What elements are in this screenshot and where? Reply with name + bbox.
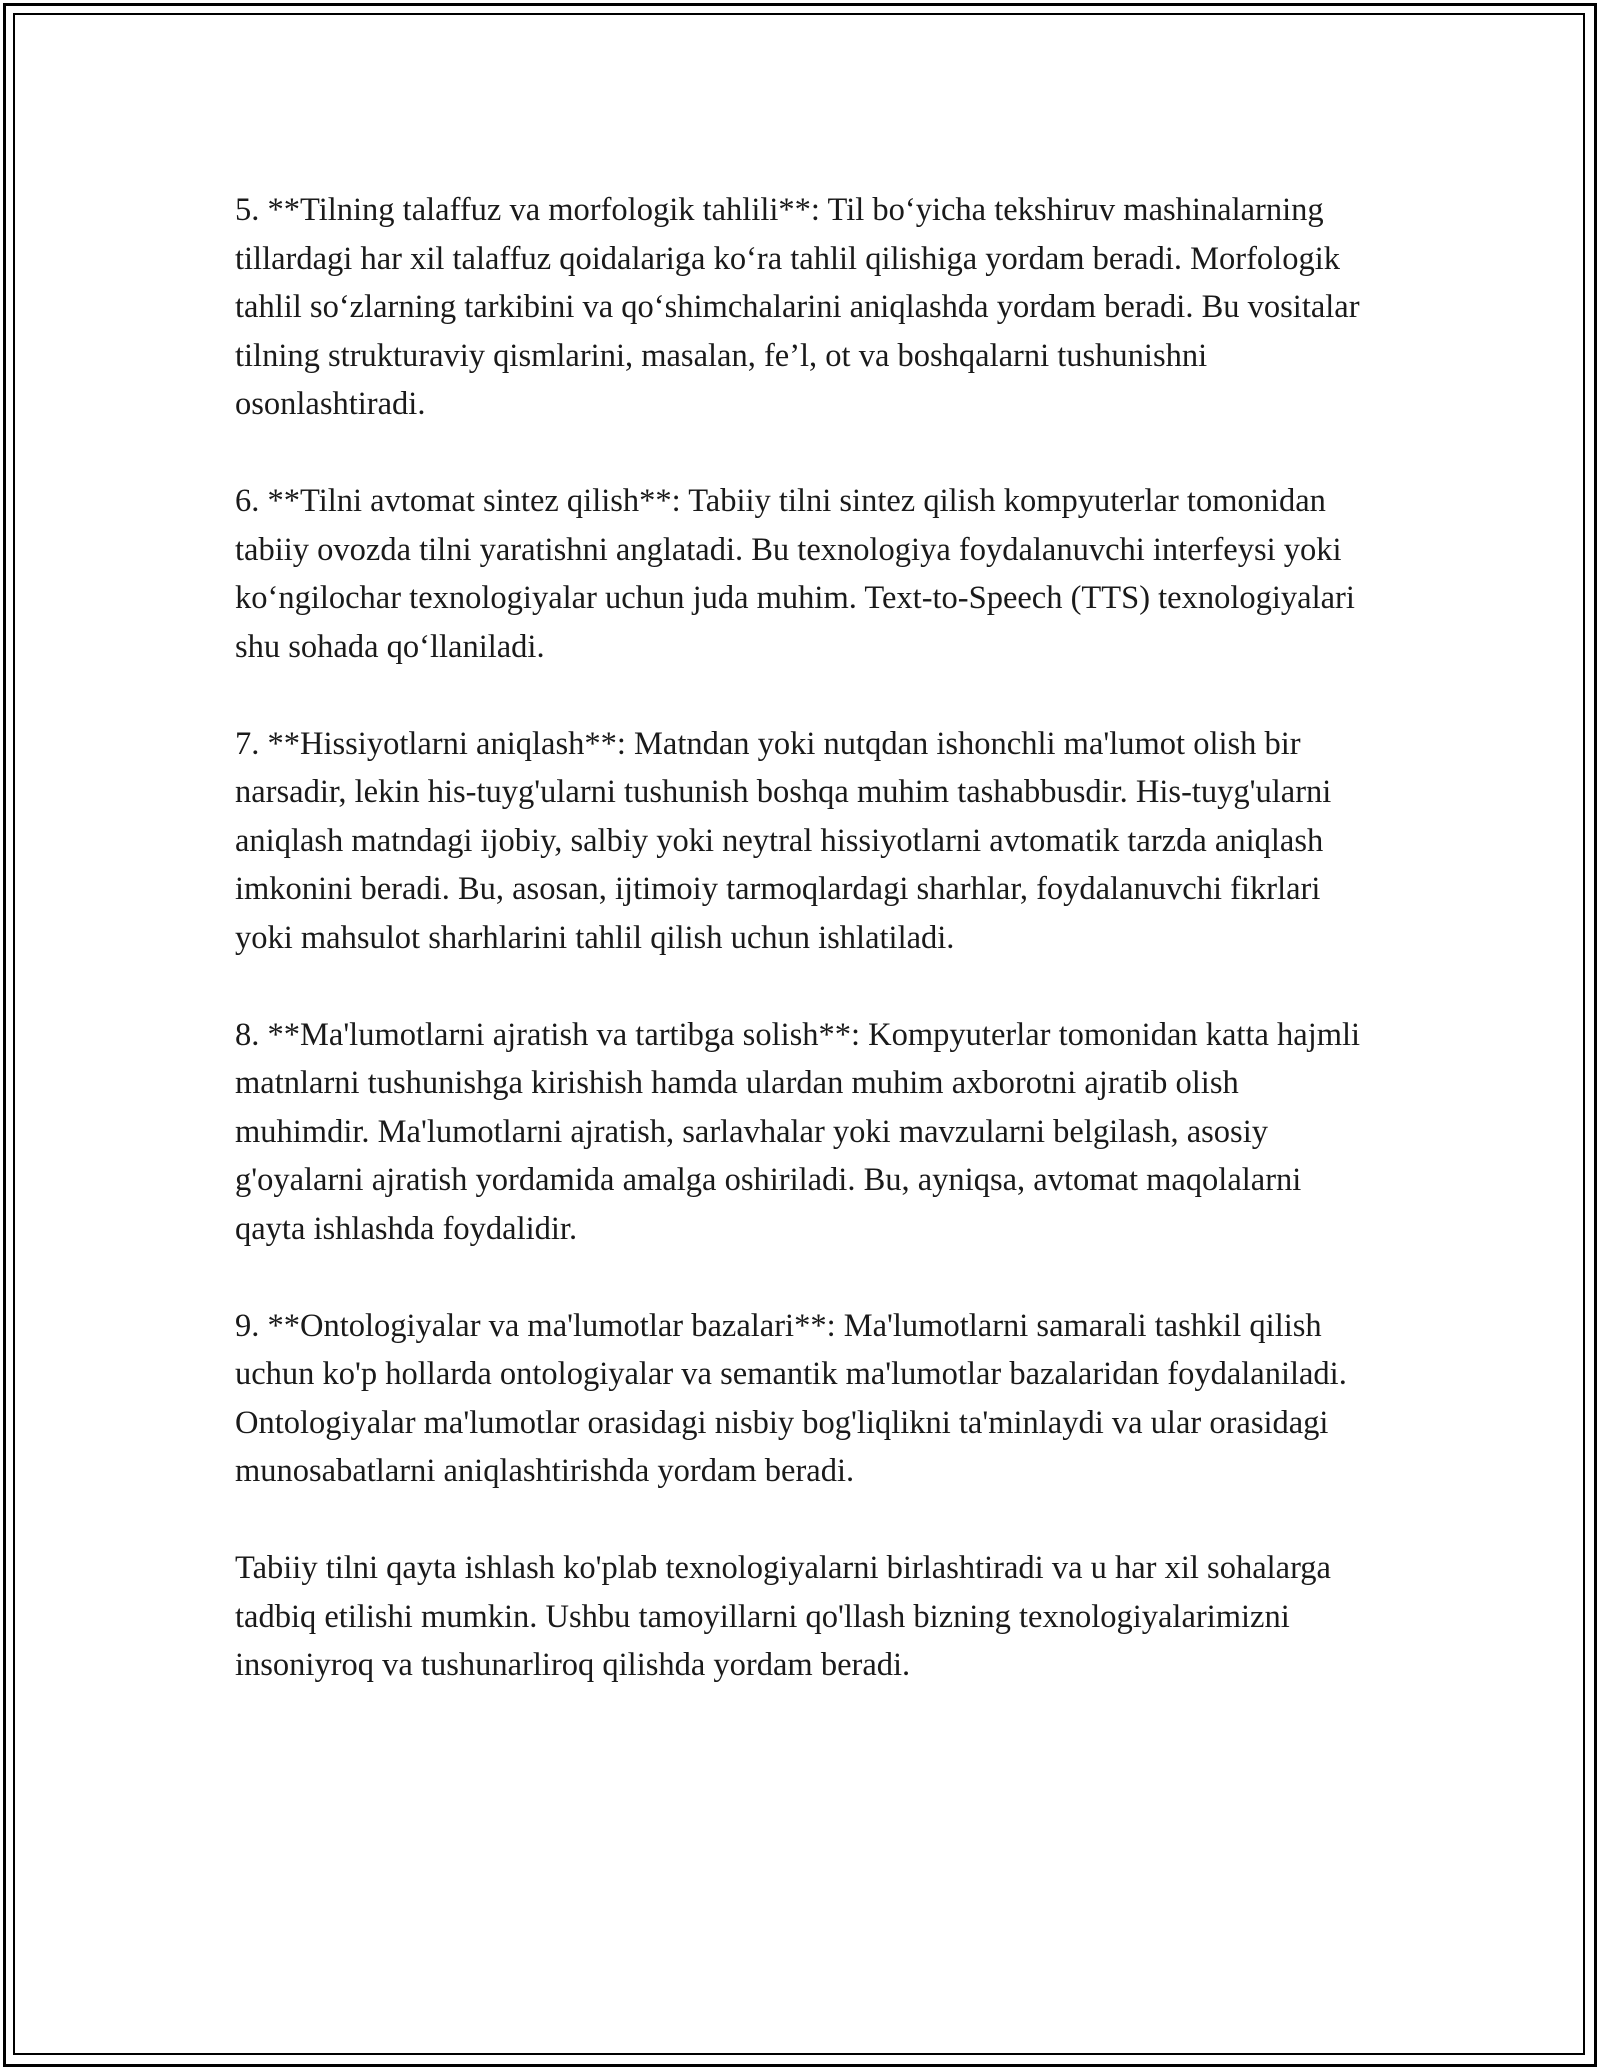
paragraph-item-9: 9. **Ontologiyalar va ma'lumotlar bazalari**: Ma'lumotlarni samarali tashkil qilish uchun ko'p hollarda ontologiyalar va semantik ma'lumotlar bazalaridan foydalaniladi. Ontologiyalar ma'lumotlar orasidagi nisbiy bog'liqlikni ta'minlaydi va ular orasidagi munosabatlarni aniqlashtirishda yordam beradi. xyxy=(235,1307,1347,1489)
paragraph-conclusion: Tabiiy tilni qayta ishlash ko'plab texnologiyalarni birlashtiradi va u har xil sohalarga tadbiq etilishi mumkin. Ushbu tamoyillarni qo'llash bizning texnologiyalarimizni insoniyroq va tushunarliroq qilishda yordam beradi. xyxy=(235,1550,1331,1683)
paragraph-item-8: 8. **Ma'lumotlarni ajratish va tartibga solish**: Kompyuterlar tomonidan katta hajmli matnlarni tushunishga kirishish hamda ulardan muhim axborotni ajratib olish muhimdir. Ma'lumotlarni ajratish, sarlavhalar yoki mavzularni belgilash, asosiy g'oyalarni ajratish yordamida amalga oshiriladi. Bu, ayniqsa, avtomat maqolalarni qayta ishlashda foydalidir. xyxy=(235,1016,1361,1247)
paragraph-item-5: 5. **Tilning talaffuz va morfologik tahlili**: Til bo‘yicha tekshiruv mashinalarning tillardagi har xil talaffuz qoidalariga ko‘ra tahlil qilishiga yordam beradi. Morfologik tahlil so‘zlarning tarkibini va qo‘shimchalarini aniqlashda yordam beradi. Bu vositalar tilning strukturaviy qismlarini, masalan, fe’l, ot va boshqalarni tushunishni osonlashtiradi. xyxy=(235,192,1360,422)
paragraph-item-6: 6. **Tilni avtomat sintez qilish**: Tabiiy tilni sintez qilish kompyuterlar tomonidan tabiiy ovozda tilni yaratishni anglatadi. Bu texnologiya foydalanuvchi interfeysi yoki ko‘ngilochar texnologiyalar uchun juda muhim. Text-to-Speech (TTS) texnologiyalari shu sohada qo‘llaniladi. xyxy=(235,483,1355,665)
document-body xyxy=(235,186,1375,1690)
paragraph-item-7: 7. **Hissiyotlarni aniqlash**: Matndan yoki nutqdan ishonchli ma'lumot olish bir narsadir, lekin his-tuyg'ularni tushunish boshqa muhim tashabbusdir. His-tuyg'ularni aniqlash matndagi ijobiy, salbiy yoki neytral hissiyotlarni avtomatik tarzda aniqlash imkonini beradi. Bu, asosan, ijtimoiy tarmoqlardagi sharhlar, foydalanuvchi fikrlari yoki mahsulot sharhlarini tahlil qilish uchun ishlatiladi. xyxy=(235,725,1332,956)
